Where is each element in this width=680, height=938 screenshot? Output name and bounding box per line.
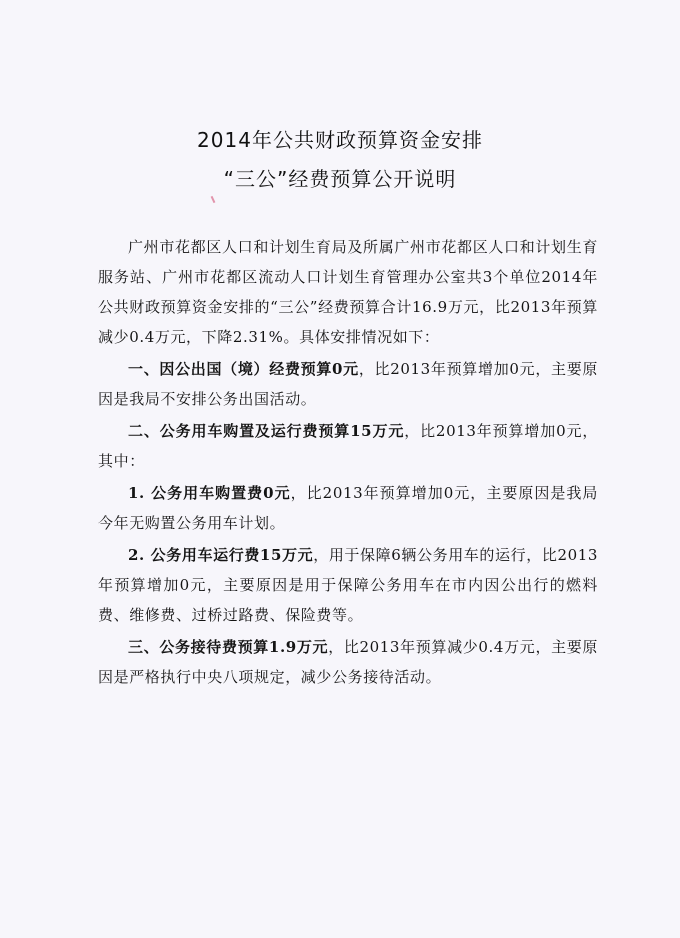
item-2-2-paragraph [98,540,598,630]
document-title-line1: 2014年公共财政预算资金安排 [197,128,483,152]
item-2-heading: 二、公务用车购置及运行费预算15万元 [128,422,405,440]
item-2-1-heading: 1. 公务用车购置费0元 [128,484,291,502]
item-2-2-text: ，用于保障6辆公务用车的运行，比2013年预算增加0元，主要原因是用于保障公务用车在市内因公出行的燃料费、维修费、过桥过路费、保险费等。 [98,546,599,624]
item-1-heading: 一、因公出国（境）经费预算0元 [128,360,359,378]
ink-mark [211,196,216,203]
intro-paragraph: 广州市花都区人口和计划生育局及所属广州市花都区人口和计划生育服务站、广州市花都区流动人口计划生育管理办公室共3个单位2014年公共财政预算资金安排的“三公”经费预算合计16.9万元，比2013年预算减少0.4万元，下降2.31%。具体安排情况如下： [98,238,598,346]
document-title-line2: “三公”经费预算公开说明 [223,167,457,191]
item-3-text: ，比2013年预算减少0.4万元，主要原因是严格执行中央八项规定，减少公务接待活动。 [98,638,599,686]
item-1-paragraph [98,354,598,414]
item-2-1-text: ，比2013年预算增加0元，主要原因是我局今年无购置公务用车计划。 [98,484,598,532]
document-body [98,232,598,694]
item-2-2-heading: 2. 公务用车运行费15万元 [128,546,314,564]
item-2-paragraph [98,416,598,476]
item-3-paragraph [98,632,598,692]
item-2-1-paragraph [98,478,598,538]
item-3-heading: 三、公务接待费预算1.9万元 [128,638,329,656]
item-2-text: ，比2013年预算增加0元，其中： [98,422,598,470]
item-1-text: ，比2013年预算增加0元，主要原因是我局不安排公务出国活动。 [98,360,598,408]
